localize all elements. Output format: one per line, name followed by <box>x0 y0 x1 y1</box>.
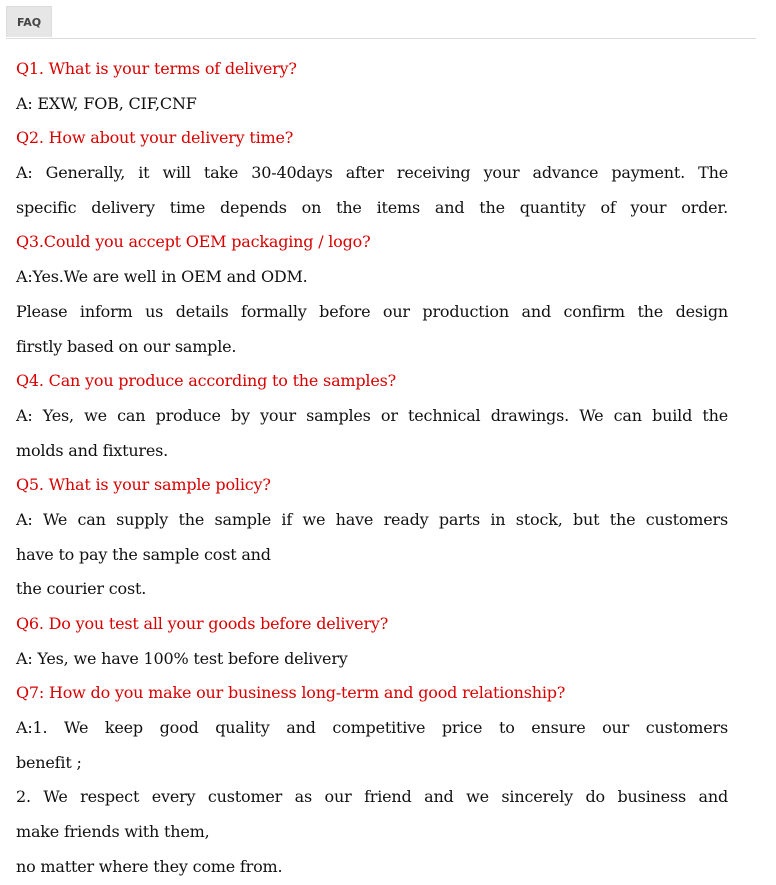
faq-answer-5-line-3: the courier cost. <box>16 579 147 599</box>
faq-answer-7-line-5: no matter where they come from. <box>16 856 283 876</box>
faq-content <box>16 52 728 885</box>
faq-answer-5-line-1: A: We can supply the sample if we have ready parts in stock, but the customers <box>16 509 728 529</box>
faq-answer-1: A: EXW, FOB, CIF,CNF <box>16 93 197 113</box>
faq-question-7: Q7: How do you make our business long-term and good relationship? <box>16 683 566 703</box>
faq-answer-4-line-2: molds and fixtures. <box>16 440 169 460</box>
faq-question-5: Q5. What is your sample policy? <box>16 475 271 495</box>
faq-answer-6: A: Yes, we have 100% test before delivery <box>16 648 348 668</box>
faq-question-3: Q3.Could you accept OEM packaging / logo? <box>16 232 371 252</box>
faq-answer-5-line-2: have to pay the sample cost and <box>16 544 271 564</box>
faq-answer-7-line-1: A:1. We keep good quality and competitive price to ensure our customers <box>16 718 728 738</box>
faq-answer-7-line-4: make friends with them, <box>16 822 210 842</box>
faq-answer-7-line-2: benefit ; <box>16 752 82 772</box>
faq-question-2: Q2. How about your delivery time? <box>16 128 294 148</box>
faq-answer-3-line-3: firstly based on our sample. <box>16 336 237 356</box>
faq-answer-2-line-1: A: Generally, it will take 30-40days after receiving your advance payment. The <box>16 163 728 183</box>
faq-question-4: Q4. Can you produce according to the samples? <box>16 371 397 391</box>
faq-question-1: Q1. What is your terms of delivery? <box>16 59 297 78</box>
faq-answer-2-line-2: specific delivery time depends on the items and the quantity of your order. <box>16 197 728 217</box>
faq-answer-3-line-1: A:Yes.We are well in OEM and ODM. <box>16 267 308 287</box>
faq-answer-7-line-3: 2. We respect every customer as our friend and we sincerely do business and <box>16 787 728 807</box>
faq-answer-4-line-1: A: Yes, we can produce by your samples or technical drawings. We can build the <box>16 405 728 425</box>
faq-question-6: Q6. Do you test all your goods before delivery? <box>16 614 389 633</box>
tab-bar <box>6 0 756 39</box>
faq-answer-3-line-2: Please inform us details formally before our production and confirm the design <box>16 301 728 321</box>
tab-faq[interactable]: FAQ <box>6 6 52 37</box>
